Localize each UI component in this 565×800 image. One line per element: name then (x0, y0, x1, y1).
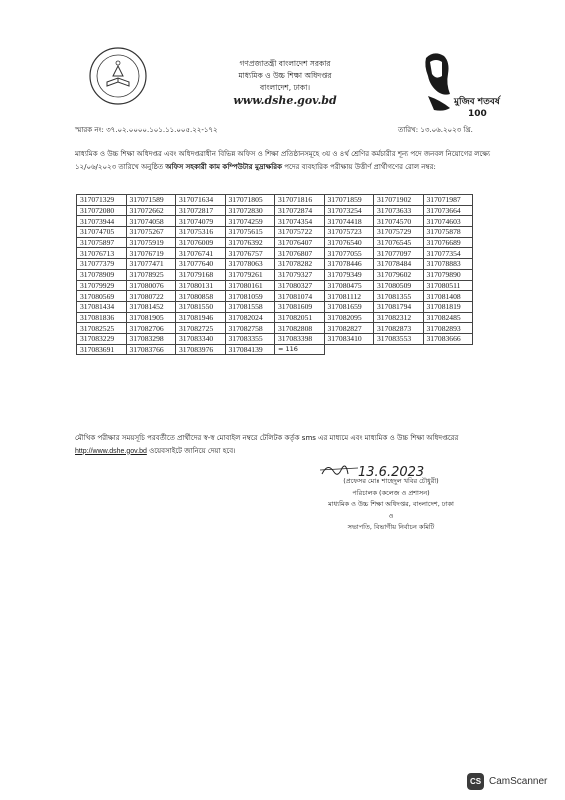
camscanner-label: CamScanner (489, 776, 548, 787)
roll-number-cell: 317083553 (374, 333, 424, 344)
roll-number-cell: 317082893 (423, 323, 473, 334)
roll-number-cell: 317076757 (225, 248, 275, 259)
roll-number-cell: 317076719 (126, 248, 176, 259)
roll-number-cell: 317071589 (126, 195, 176, 206)
memo-date: তারিখ: ১৩.০৬.২০২৩ খ্রি. (398, 126, 473, 134)
roll-number-cell: 317079349 (324, 269, 374, 280)
roll-number-cell: 317079929 (77, 280, 127, 291)
table-row (77, 323, 473, 334)
dshe-logo (88, 46, 148, 106)
notice-post-title: অফিস সহকারী কাম কম্পিউটার মুদ্রাক্ষরিক (165, 162, 283, 171)
roll-number-cell: 317073664 (423, 205, 473, 216)
roll-number-cell: 317073254 (324, 205, 374, 216)
roll-number-cell: 317081609 (275, 301, 325, 312)
table-row (77, 312, 473, 323)
table-row (77, 280, 473, 291)
government-header (180, 58, 390, 108)
roll-number-cell: 317076689 (423, 237, 473, 248)
emblem-year: 100 (468, 109, 487, 119)
roll-number-cell: 317078909 (77, 269, 127, 280)
roll-number-cell: 317074259 (225, 216, 275, 227)
table-row (77, 301, 473, 312)
roll-number-cell: 317079890 (423, 269, 473, 280)
roll-number-cell: 317081946 (176, 312, 226, 323)
roll-number-cell: 317078484 (374, 259, 424, 270)
roll-number-cell: 317079168 (176, 269, 226, 280)
website-link[interactable]: http://www.dshe.gov.bd (75, 447, 147, 455)
roll-number-cell: 317074418 (324, 216, 374, 227)
roll-number-cell: 317082808 (275, 323, 325, 334)
roll-number-cell: 317083766 (126, 344, 176, 355)
roll-number-cell: 317082095 (324, 312, 374, 323)
roll-number-cell: 317075316 (176, 227, 226, 238)
roll-number-cell: 317083298 (126, 333, 176, 344)
camscanner-watermark (467, 773, 547, 790)
signatory-name: (প্রফেসর মোঃ শাহেদুল খবির চৌধুরী) (343, 477, 439, 485)
roll-number-cell: 317080327 (275, 280, 325, 291)
signatory-conjunction: ও (388, 511, 394, 520)
roll-number-cell: 317084139 (225, 344, 275, 355)
roll-number-cell: 317083691 (77, 344, 127, 355)
oral-note-text: মৌখিক পরীক্ষার সময়সূচি পরবর্তীতে প্রার্থীদের স্ব-স্ব মোবাইল নম্বরে টেলিটক কর্তৃক sms এর মাধ্যমে এবং মাধ্যমিক ও উচ্চ শিক্ষা অধিদপ্তরের (75, 434, 459, 442)
roll-number-cell: 317079602 (374, 269, 424, 280)
roll-number-cell: 317083229 (77, 333, 127, 344)
roll-number-cell: 317081558 (225, 301, 275, 312)
roll-number-cell: 317075615 (225, 227, 275, 238)
roll-number-cell: 317078282 (275, 259, 325, 270)
roll-number-cell: 317078063 (225, 259, 275, 270)
roll-number-cell: 317081550 (176, 301, 226, 312)
camscanner-logo-icon: CS (467, 773, 484, 790)
roll-number-cell: 317081408 (423, 291, 473, 302)
table-row (77, 237, 473, 248)
header-line-location: বাংলাদেশ, ঢাকা। (259, 83, 311, 92)
roll-number-cell: 317081452 (126, 301, 176, 312)
roll-number-cell: 317071329 (77, 195, 127, 206)
roll-number-cell: 317074079 (176, 216, 226, 227)
roll-number-cell: 317082725 (176, 323, 226, 334)
roll-number-cell: 317074570 (374, 216, 424, 227)
roll-number-cell: 317080569 (77, 291, 127, 302)
roll-number-cell: 317072874 (275, 205, 325, 216)
roll-number-cell: 317075897 (77, 237, 127, 248)
roll-number-cell: 317077354 (423, 248, 473, 259)
notice-outro: পদের ব্যবহারিক পরীক্ষায় উত্তীর্ণ প্রার্থীগণের রোল নম্বর: (284, 162, 436, 171)
roll-number-cell: 317071987 (423, 195, 473, 206)
roll-number-cell: 317082024 (225, 312, 275, 323)
roll-number-cell: 317083976 (176, 344, 226, 355)
roll-number-cell: 317072080 (77, 205, 127, 216)
roll-number-cell: 317082525 (77, 323, 127, 334)
roll-number-cell: 317072830 (225, 205, 275, 216)
roll-number-cell: 317080131 (176, 280, 226, 291)
roll-number-cell: 317071805 (225, 195, 275, 206)
roll-number-cell: 317082873 (374, 323, 424, 334)
roll-number-cell: 317077640 (176, 259, 226, 270)
notice-paragraph (75, 148, 495, 173)
roll-number-cell: 317081112 (324, 291, 374, 302)
roll-number-cell: 317077471 (126, 259, 176, 270)
table-row (77, 248, 473, 259)
roll-number-cell: 317074354 (275, 216, 325, 227)
signatory-title: পরিচালক (কলেজ ও প্রশাসন) (352, 488, 430, 497)
table-row (77, 195, 473, 206)
roll-number-cell: 317080161 (225, 280, 275, 291)
signature-date: 13.6.2023 (358, 465, 425, 480)
memo-number: স্মারক নং: ৩৭.০২.০০০০.১০১.১১.০০৫.২২-১৭২ (75, 126, 218, 134)
roll-number-cell: 317079327 (275, 269, 325, 280)
signature-block (296, 476, 486, 534)
roll-number-cell: 317076009 (176, 237, 226, 248)
roll-number-cell: 317083410 (324, 333, 374, 344)
roll-number-cell: 317071634 (176, 195, 226, 206)
table-row (77, 227, 473, 238)
roll-number-cell: 317075919 (126, 237, 176, 248)
roll-number-cell: 317076392 (225, 237, 275, 248)
roll-number-cell: 317071902 (374, 195, 424, 206)
signatory-office: মাধ্যমিক ও উচ্চ শিক্ষা অধিদপ্তর, বাংলাদেশ, ঢাকা (328, 500, 454, 508)
roll-number-cell: 317081355 (374, 291, 424, 302)
roll-number-cell: 317078883 (423, 259, 473, 270)
roll-number-cell: 317083340 (176, 333, 226, 344)
mujib-centenary-emblem (420, 50, 500, 122)
roll-number-cell: 317083355 (225, 333, 275, 344)
table-row (77, 291, 473, 302)
roll-number-cell: 317083666 (423, 333, 473, 344)
roll-number-cell: 317077097 (374, 248, 424, 259)
roll-number-cell: 317076545 (374, 237, 424, 248)
roll-number-cell: 317072662 (126, 205, 176, 216)
notice-intro: মাধ্যমিক ও উচ্চ শিক্ষা অধিদপ্তর এবং অধিদপ্তরাধীন বিভিন্ন অফিস ও শিক্ষা প্রতিষ্ঠানসমূহে ৩য় ও ৪র্থ শ্রেণির কর্মচারীর শূন্য পদে জনবল নিয়োগের লক্ষ্যে ১২/০৬/২০২৩ তারিখে অনুষ্ঠিত (75, 150, 491, 171)
table-row (77, 344, 473, 355)
roll-number-cell: 317080511 (423, 280, 473, 291)
roll-number-cell: 317081836 (77, 312, 127, 323)
roll-number-cell: 317081905 (126, 312, 176, 323)
oral-exam-note (75, 432, 495, 458)
roll-number-cell: 317082485 (423, 312, 473, 323)
table-row (77, 216, 473, 227)
roll-number-cell: 317075729 (374, 227, 424, 238)
roll-number-cell: 317079261 (225, 269, 275, 280)
roll-number-cell: 317080076 (126, 280, 176, 291)
roll-number-cell: 317083398 (275, 333, 325, 344)
roll-number-cell: 317081059 (225, 291, 275, 302)
roll-number-cell: 317078925 (126, 269, 176, 280)
roll-number-cell: 317080722 (126, 291, 176, 302)
roll-number-cell: 317072817 (176, 205, 226, 216)
roll-number-cell: 317076713 (77, 248, 127, 259)
roll-number-cell: 317075878 (423, 227, 473, 238)
roll-number-cell: 317080509 (374, 280, 424, 291)
oral-note-text-end: ওয়েবসাইটে জানিয়ে দেয়া হবে। (149, 446, 236, 455)
header-line-government: গণপ্রজাতন্ত্রী বাংলাদেশ সরকার (239, 59, 331, 68)
roll-number-cell: 317075723 (324, 227, 374, 238)
table-row (77, 333, 473, 344)
table-row (77, 205, 473, 216)
table-row (77, 269, 473, 280)
roll-number-cell: 317082706 (126, 323, 176, 334)
roll-number-cell: 317076741 (176, 248, 226, 259)
roll-number-cell: 317075722 (275, 227, 325, 238)
signatory-committee: সভাপতি, বিভাগীয় নির্বাচন কমিটি (347, 523, 435, 531)
roll-number-cell: 317073633 (374, 205, 424, 216)
total-count-cell: = 116 (275, 344, 325, 355)
roll-number-cell: 317077055 (324, 248, 374, 259)
roll-number-cell: 317082758 (225, 323, 275, 334)
roll-number-cell: 317071859 (324, 195, 374, 206)
emblem-text: মুজিব শতবর্ষ (454, 97, 500, 107)
roll-number-cell: 317082312 (374, 312, 424, 323)
header-website: www.dshe.gov.bd (233, 94, 337, 107)
roll-number-cell: 317077379 (77, 259, 127, 270)
roll-number-cell: 317073944 (77, 216, 127, 227)
roll-number-cell: 317074705 (77, 227, 127, 238)
header-line-department: মাধ্যমিক ও উচ্চ শিক্ষা অধিদপ্তর (238, 71, 332, 80)
roll-number-cell: 317074058 (126, 216, 176, 227)
roll-number-cell: 317081819 (423, 301, 473, 312)
roll-number-cell: 317081794 (374, 301, 424, 312)
roll-number-cell: 317081074 (275, 291, 325, 302)
roll-number-cell: 317076540 (324, 237, 374, 248)
roll-number-cell: 317082051 (275, 312, 325, 323)
table-row (77, 259, 473, 270)
roll-number-cell: 317075267 (126, 227, 176, 238)
roll-number-cell: 317080475 (324, 280, 374, 291)
roll-number-cell: 317081434 (77, 301, 127, 312)
roll-number-table (76, 194, 473, 355)
roll-number-cell: 317082827 (324, 323, 374, 334)
roll-number-cell: 317080858 (176, 291, 226, 302)
roll-number-cell: 317081659 (324, 301, 374, 312)
roll-number-cell: 317074603 (423, 216, 473, 227)
roll-number-cell: 317076807 (275, 248, 325, 259)
roll-number-cell: 317078446 (324, 259, 374, 270)
roll-number-cell: 317071816 (275, 195, 325, 206)
roll-number-cell: 317076407 (275, 237, 325, 248)
